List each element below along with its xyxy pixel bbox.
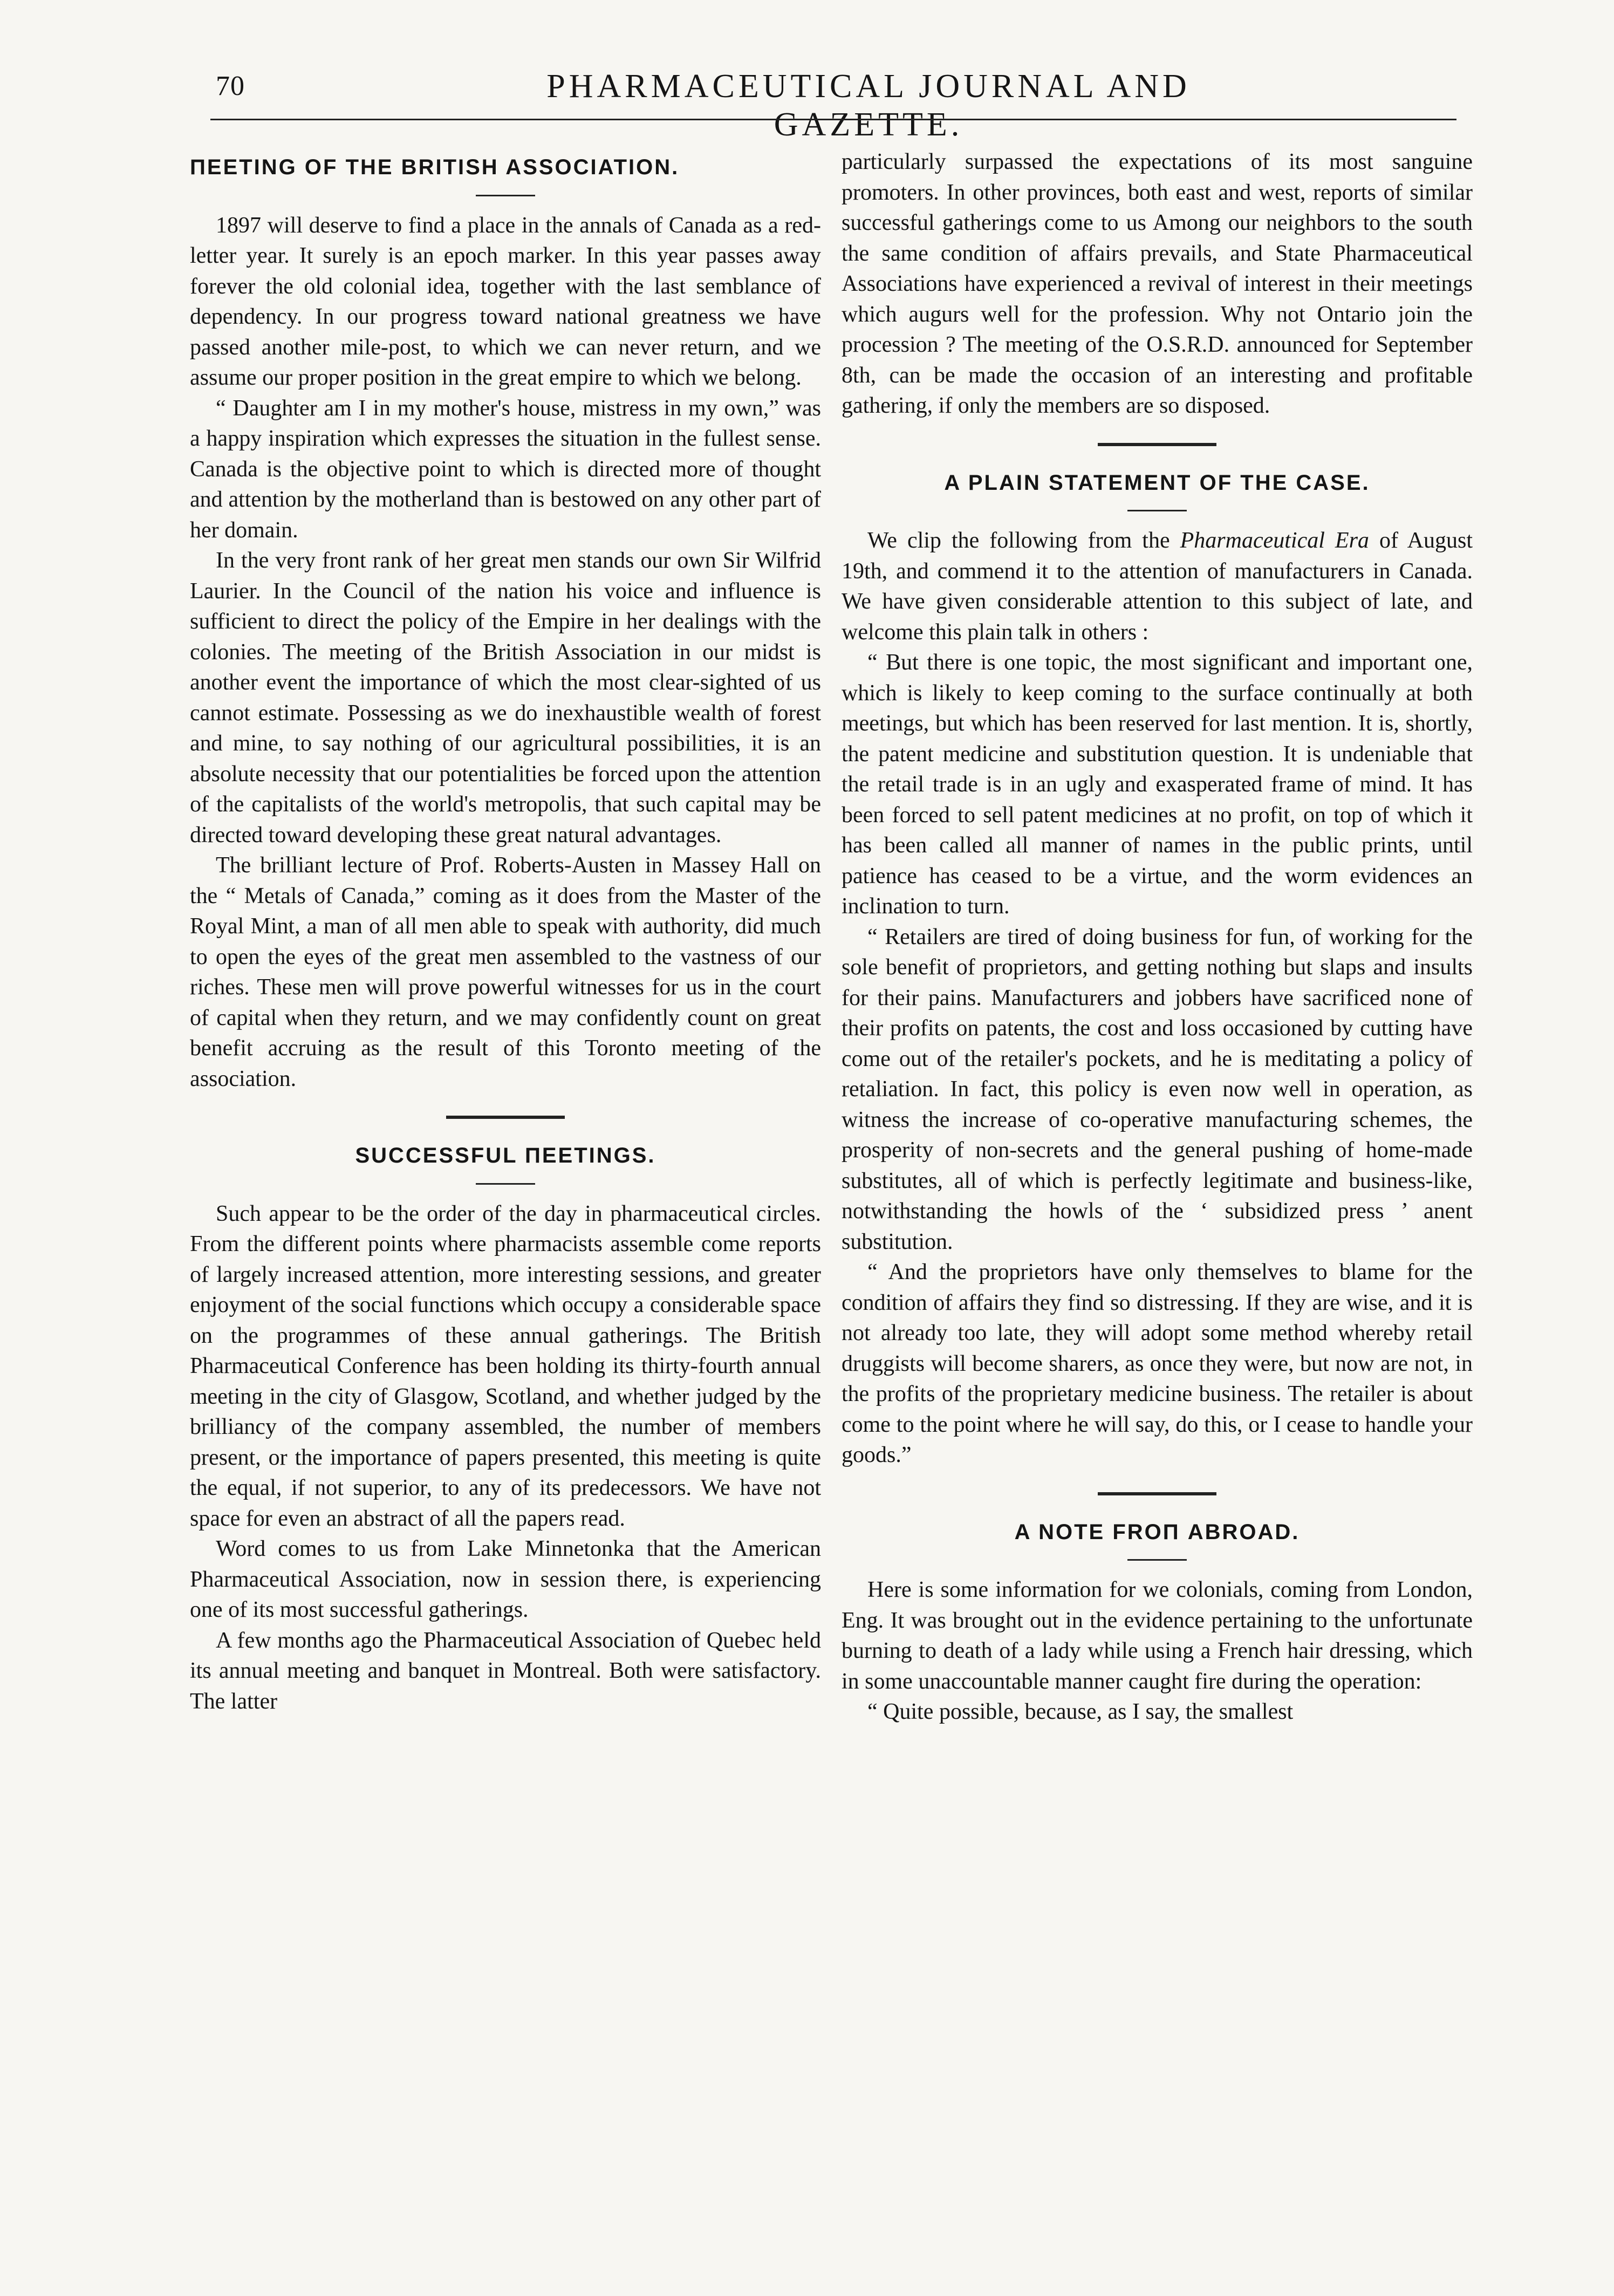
paragraph: Such appear to be the order of the day in pharmaceutical circles. From the different points where pharmacists assemble come reports of largely increased attention, more interesting sessions, and greater enjoyment of the social functions which occupy a considerable space on the programmes of these annual gatherings. The British Pharmaceutical Conference has been holding its thirty-fourth annual meeting in the city of Glasgow, Scotland, and whether judged by the brilliancy of the company assembled, the number of members present, or the importance of papers presented, this meeting is quite the equal, if not superior, to any of its predecessors. We have not space for even an abstract of all the papers read. [190,1201,821,1531]
section-separator [1098,443,1216,446]
section-separator [1098,1492,1216,1495]
paragraph-continuation: particularly surpassed the expectations of its most sanguine promoters. In other provinces, both east and west, reports of similar successful gatherings come to us Among our neighbors to the south the same condition of affairs prevails, and State Pharmaceutical Associations have experienced a revival of interest in their meetings which augurs well for the profession. Why not Ontario join the procession ? The meeting of the O.S.R.D. announced for September 8th, can be made the occasion of an interesting and profitable gathering, if only the members are so disposed. [842,149,1473,418]
paragraph: 1897 will deserve to find a place in the annals of Canada as a red-letter year. It surely is an epoch marker. In this year passes away forever the old colonial idea, together with the last semblance of dependency. In our progress toward national greatness we have passed another mile-post, to which we can never return, and we assume our proper position in the great empire to which we belong. [190,213,821,390]
heading-british-association: ΠEETING OF THE BRITISH ASSOCIATION. [190,155,680,179]
section-separator [446,1116,565,1119]
source-title: Pharmaceutical Era [1180,528,1369,553]
intro-text: We clip the following from the [867,528,1180,553]
intro-text: of August 19th, and commend it to the attention of manufacturers in Canada. We have given considerable attention to this subject of late, and welcome this plain talk in others : [842,528,1473,645]
paragraph: “ Quite possible, because, as I say, the smallest [867,1699,1294,1724]
heading-plain-statement: A PLAIN STATEMENT OF THE CASE. [944,470,1370,495]
header-rule [210,119,1456,120]
heading-note-from-abroad: A NOTE FROΠ ABROAD. [1014,1520,1300,1544]
short-rule [1127,510,1187,511]
paragraph: Here is some information for we colonials, coming from London, Eng. It was brought out in the evidence pertaining to the unfortunate burning to death of a lady while using a French hair dressing, which in some unaccountable manner caught fire during the operation: [842,1577,1473,1694]
short-rule [1127,1559,1187,1561]
running-title: PHARMACEUTICAL JOURNAL AND GAZETTE. [546,68,1191,143]
quoted-paragraph: “ And the proprietors have only themselves to blame for the condition of affairs they find so distressing. If they are wise, and it is not already too late, they will adopt some method whereby retail druggists will become sharers, as once they were, but now are not, in the profits of the proprietary medicine business. The retailer is about come to the point where he will say, do this, or I cease to handle your goods.” [842,1260,1473,1467]
paragraph: A few months ago the Pharmaceutical Association of Quebec held its annual meeting and banquet in Montreal. Both were satisfactory. The latter [190,1628,821,1714]
paragraph-intro [842,525,1473,647]
paragraph: In the very front rank of her great men stands our own Sir Wilfrid Laurier. In the Council of the nation his voice and influence is sufficient to direct the policy of the Empire in her dealings with the colonies. The meeting of the British Association in our midst is another event the importance of which the most clear-sighted of us cannot estimate. Possessing as we do inexhaustible wealth of forest and mine, to say nothing of our agricultural possibilities, it is an absolute necessity that our potentialities be forced upon the attention of the capitalists of the world's metropolis, that such capital may be directed toward developing these great natural advantages. [190,548,821,848]
paragraph: Word comes to us from Lake Minnetonka that the American Pharmaceutical Association, now in session there, is experiencing one of its most successful gatherings. [190,1536,821,1622]
heading-successful-meetings: SUCCESSFUL ΠEETINGS. [355,1144,656,1167]
short-rule [476,1183,535,1185]
paragraph: “ Daughter am I in my mother's house, mistress in my own,” was a happy inspiration which expresses the situation in the fullest sense. Canada is the objective point to which is directed more of thought and attention by the motherland than is bestowed on any other part of her domain. [190,395,821,543]
left-column [190,147,821,1717]
quoted-paragraph: “ Retailers are tired of doing business for fun, of working for the sole benefit of proprietors, and getting nothing but slaps and insults for their pains. Manufacturers and jobbers have sacrificed none of their profits on patents, the cost and loss occasioned by cutting have come out of the retailer's pockets, and he is meditating a policy of retaliation. In fact, this policy is even now well in operation, as witness the increase of co-operative manufacturing schemes, the prosperity of non-secrets and the general pushing of home-made substitutes, all of which is perfectly legitimate and business-like, notwithstanding the howls of the ‘ subsidized press ’ anent substitution. [842,924,1473,1254]
quoted-paragraph: “ But there is one topic, the most significant and important one, which is likely to keep coming to the surface continually at both meetings, but which has been reserved for last mention. It is, shortly, the patent medicine and substitution question. It is undeniable that the retail trade is in an ugly and exasperated frame of mind. It has been forced to sell patent medicines at no profit, on top of which it has been called all manner of names in the public prints, until patience has ceased to be a virtue, and the worm evidences an inclination to turn. [842,650,1473,919]
short-rule [476,195,535,196]
paragraph: The brilliant lecture of Prof. Roberts-Austen in Massey Hall on the “ Metals of Canada,” coming as it does from the Master of the Royal Mint, a man of all men able to speak with authority, did much to open the eyes of the great men assembled to the vastness of our riches. These men will prove powerful witnesses for us in the court of capital when they return, and we may confidently count on great benefit accruing as the result of this Toronto meeting of the association. [190,853,821,1091]
page-number: 70 [216,71,245,101]
right-column [842,147,1473,1727]
